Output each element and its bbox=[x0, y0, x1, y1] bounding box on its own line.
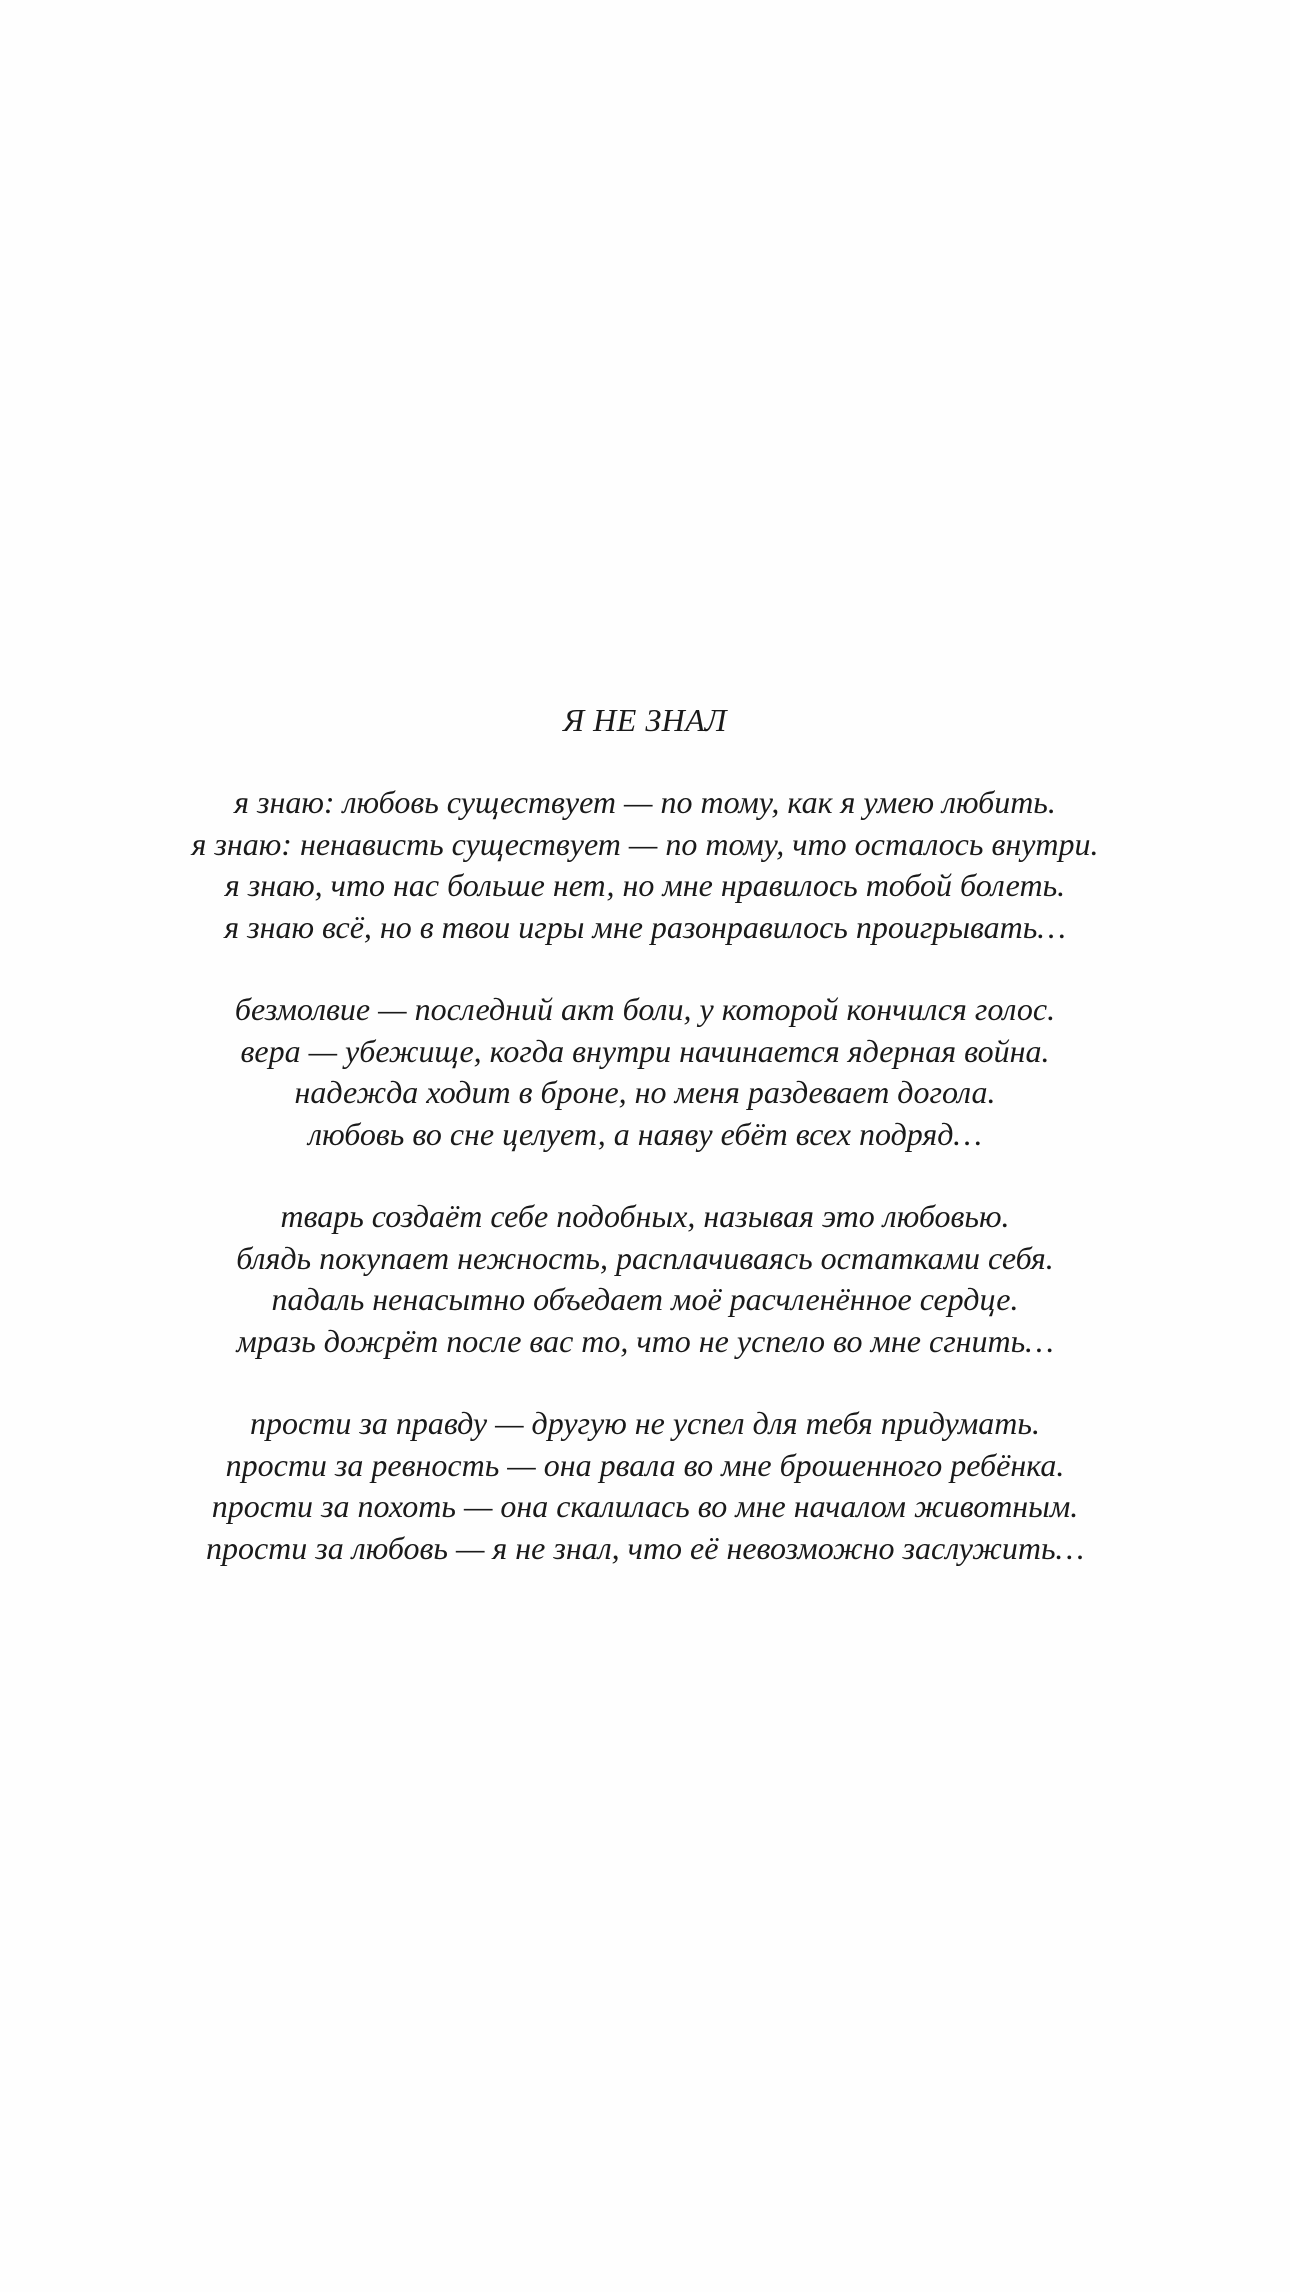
poem-line: я знаю, что нас больше нет, но мне нравилось тобой болеть. bbox=[224, 867, 1066, 903]
poem-line: падаль ненасытно объедает моё расчленённое сердце. bbox=[271, 1281, 1019, 1317]
stanza-4 bbox=[0, 1403, 1290, 1569]
poem-line: надежда ходит в броне, но меня раздевает догола. bbox=[294, 1074, 996, 1110]
stanza-3 bbox=[0, 1196, 1290, 1362]
poem-title: Я НЕ ЗНАЛ bbox=[563, 702, 727, 738]
poem-line: я знаю: любовь существует — по тому, как я умею любить. bbox=[234, 784, 1056, 820]
poem-line: вера — убежище, когда внутри начинается ядерная война. bbox=[240, 1032, 1050, 1069]
poem-line: любовь во сне целует, а наяву ебёт всех подряд… bbox=[308, 1115, 982, 1152]
poem-line: я знаю всё, но в твои игры мне разонравилось проигрывать… bbox=[224, 908, 1066, 945]
poem-line: прости за правду — другую не успел для тебя придумать. bbox=[250, 1405, 1040, 1441]
poem-line: прости за ревность — она рвала во мне брошенного ребёнка. bbox=[225, 1446, 1065, 1483]
poem-line: безмолвие — последний акт боли, у которой кончился голос. bbox=[234, 991, 1056, 1027]
poem-line: блядь покупает нежность, расплачиваясь остатками себя. bbox=[236, 1239, 1054, 1276]
poem bbox=[0, 700, 1290, 1610]
poem-line: прости за любовь — я не знал, что её невозможно заслужить… bbox=[205, 1529, 1085, 1566]
poem-line: мразь дожрёт после вас то, что не успело во мне сгнить… bbox=[236, 1322, 1054, 1359]
poem-line: я знаю: ненависть существует — по тому, что осталось внутри. bbox=[191, 825, 1099, 862]
stanza-2 bbox=[0, 989, 1290, 1155]
stanza-1 bbox=[0, 782, 1290, 948]
poem-line: прости за похоть — она скалилась во мне началом животным. bbox=[211, 1488, 1079, 1524]
poem-line: тварь создаёт себе подобных, называя это любовью. bbox=[280, 1198, 1010, 1234]
